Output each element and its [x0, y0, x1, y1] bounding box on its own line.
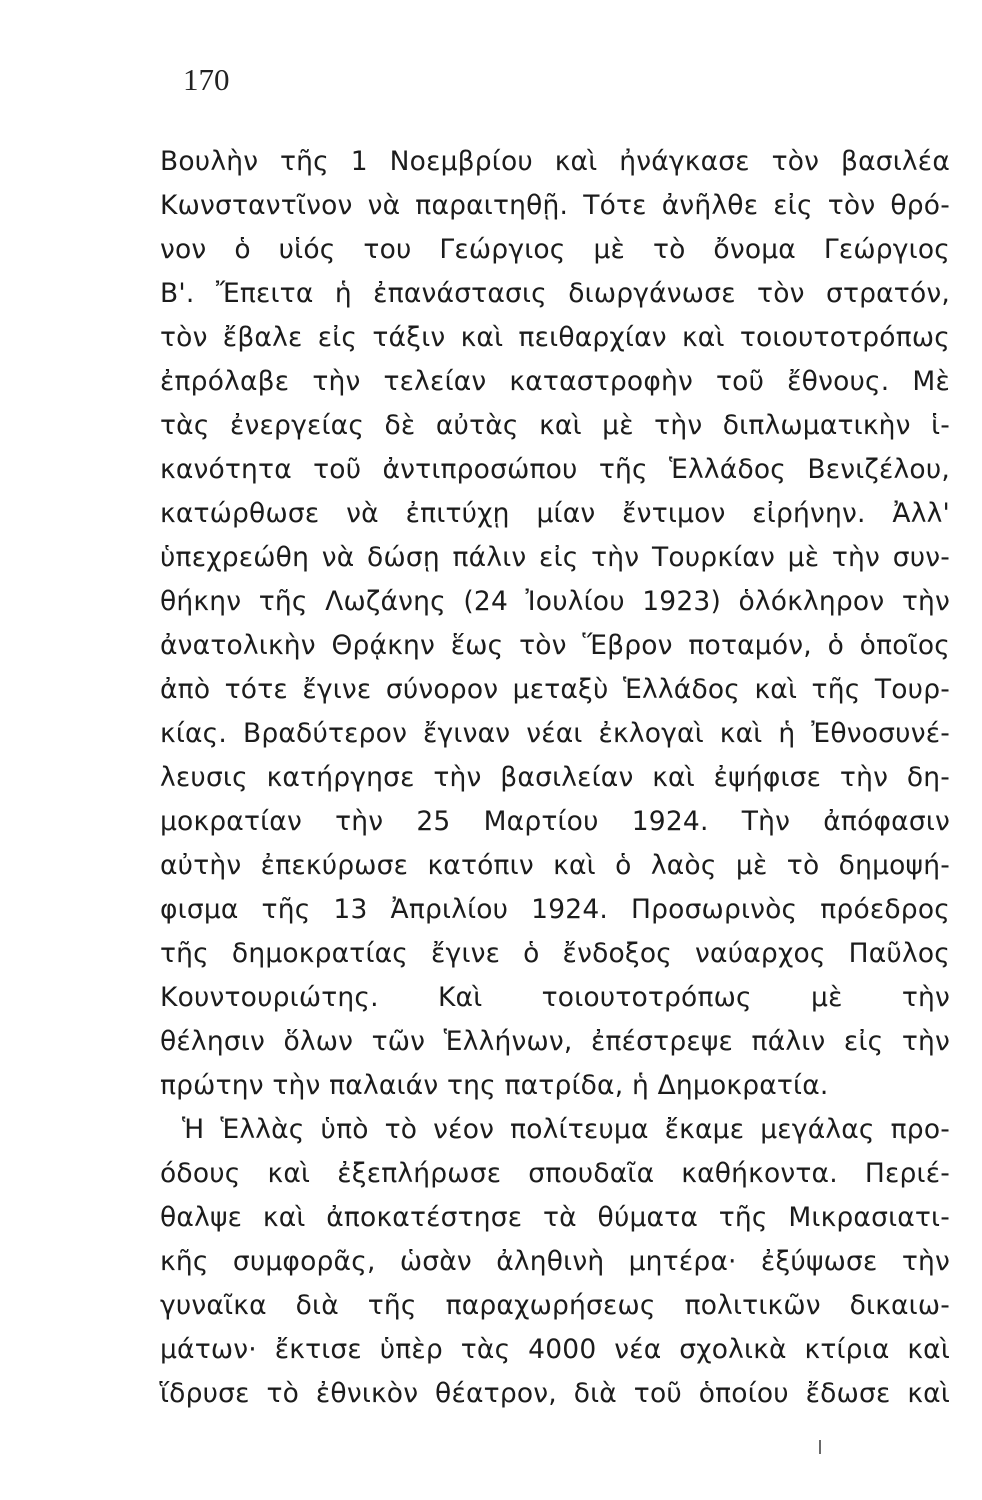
text-line: κῆς συμφορᾶς, ὡσὰν ἀληθινὴ μητέρα· ἐξύψωσε τὴν: [160, 1246, 950, 1277]
text-line: Κωνσταντῖνον νὰ παραιτηθῇ. Τότε ἀνῆλθε εἰς τὸν θρό-: [160, 190, 950, 221]
page-number: 170: [183, 62, 230, 97]
text-line: Ἡ Ἑλλὰς ὑπὸ τὸ νέον πολίτευμα ἔκαμε μεγάλας προ-: [182, 1114, 950, 1145]
body-text: [160, 140, 950, 1416]
text-line: μοκρατίαν τὴν 25 Μαρτίου 1924. Τὴν ἀπόφασιν: [160, 806, 950, 837]
text-line: όδους καὶ ἐξεπλήρωσε σπουδαῖα καθήκοντα. Περιέ-: [160, 1158, 950, 1189]
text-line: θαλψε καὶ ἀποκατέστησε τὰ θύματα τῆς Μικρασιατι-: [160, 1202, 950, 1233]
text-line: λευσις κατήργησε τὴν βασιλείαν καὶ ἐψήφισε τὴν δη-: [160, 762, 950, 793]
text-line: τὸν ἔβαλε εἰς τάξιν καὶ πειθαρχίαν καὶ τοιουτοτρόπως: [160, 322, 950, 353]
text-line: Βουλὴν τῆς 1 Νοεμβρίου καὶ ἠνάγκασε τὸν βασιλέα: [160, 146, 950, 177]
text-line: αὐτὴν ἐπεκύρωσε κατόπιν καὶ ὁ λαὸς μὲ τὸ δημοψή-: [160, 850, 950, 881]
text-line: θέλησιν ὅλων τῶν Ἑλλήνων, ἐπέστρεψε πάλιν εἰς τὴν: [160, 1026, 950, 1057]
text-line: μάτων· ἔκτισε ὑπὲρ τὰς 4000 νέα σχολικὰ κτίρια καὶ: [160, 1334, 950, 1365]
text-line: κανότητα τοῦ ἀντιπροσώπου τῆς Ἑλλάδος Βενιζέλου,: [160, 454, 950, 485]
text-line: γυναῖκα διὰ τῆς παραχωρήσεως πολιτικῶν δικαιω-: [160, 1290, 950, 1321]
text-line: τὰς ἐνεργείας δὲ αὐτὰς καὶ μὲ τὴν διπλωματικὴν ἱ-: [160, 410, 950, 441]
text-line: ἵδρυσε τὸ ἐθνικὸν θέατρον, διὰ τοῦ ὁποίου ἔδωσε καὶ: [160, 1378, 950, 1409]
text-line: τῆς δημοκρατίας ἔγινε ὁ ἔνδοξος ναύαρχος Παῦλος: [160, 938, 950, 969]
text-line: ἀπὸ τότε ἔγινε σύνορον μεταξὺ Ἑλλάδος καὶ τῆς Τουρ-: [160, 674, 950, 705]
text-line: Κουντουριώτης. Καὶ τοιουτοτρόπως μὲ τὴν: [160, 982, 950, 1013]
text-line: θήκην τῆς Λωζάνης (24 Ἰουλίου 1923) ὁλόκληρον τὴν: [160, 586, 950, 617]
text-line: ἐπρόλαβε τὴν τελείαν καταστροφὴν τοῦ ἔθνους. Μὲ: [160, 366, 950, 397]
text-line: κίας. Βραδύτερον ἔγιναν νέαι ἐκλογαὶ καὶ ἡ Ἐθνοσυνέ-: [160, 718, 950, 749]
text-line: νον ὁ υἱός του Γεώργιος μὲ τὸ ὄνομα Γεώργιος: [160, 234, 950, 265]
text-line: κατώρθωσε νὰ ἐπιτύχῃ μίαν ἔντιμον εἰρήνην. Ἀλλ': [160, 498, 950, 529]
text-line: Β'. Ἔπειτα ἡ ἐπανάστασις διωργάνωσε τὸν στρατόν,: [160, 278, 950, 309]
scan-mark: [819, 1440, 821, 1454]
text-line: πρώτην τὴν παλαιάν της πατρίδα, ἡ Δημοκρατία.: [160, 1070, 829, 1101]
text-line: ὑπεχρεώθη νὰ δώσῃ πάλιν εἰς τὴν Τουρκίαν μὲ τὴν συν-: [160, 542, 950, 573]
text-line: ἀνατολικὴν Θρᾴκην ἕως τὸν Ἕβρον ποταμόν, ὁ ὁποῖος: [160, 630, 950, 661]
text-line: φισμα τῆς 13 Ἀπριλίου 1924. Προσωρινὸς πρόεδρος: [160, 894, 950, 925]
